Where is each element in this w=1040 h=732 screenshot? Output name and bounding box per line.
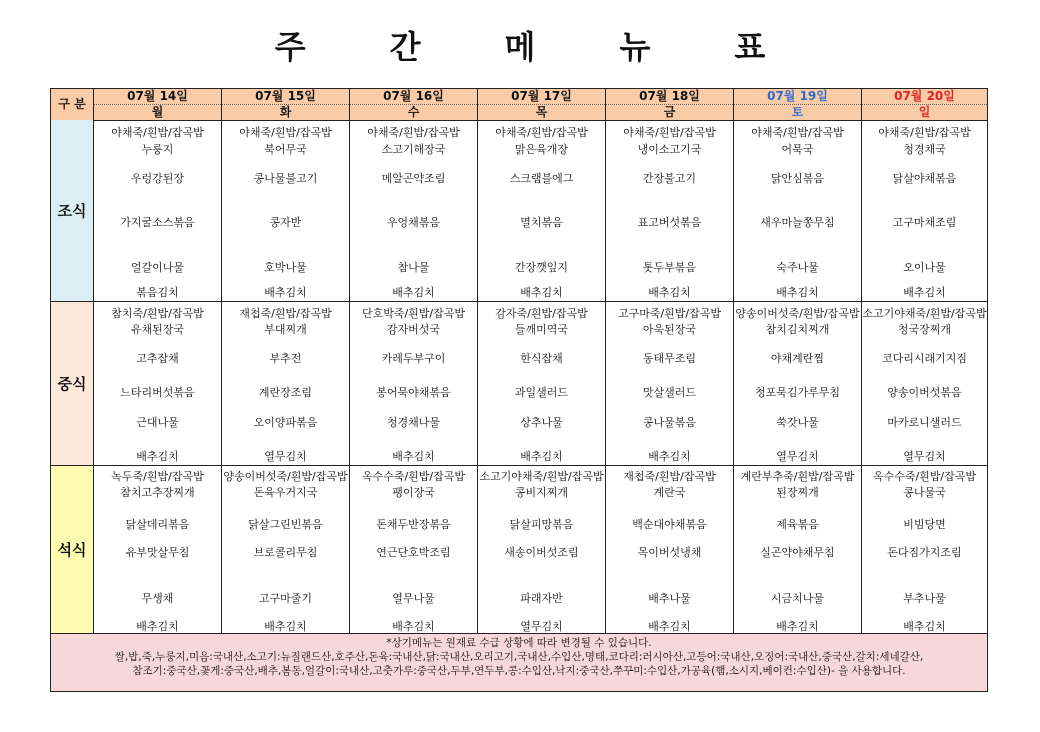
menu-item: 콩비지찌개	[514, 486, 569, 499]
menu-item: 닭살피망볶음	[509, 518, 574, 531]
menu-item: 닭살야채볶음	[892, 172, 957, 185]
menu-item: 스크램블에그	[509, 172, 574, 185]
day-weekday: 수	[407, 105, 420, 119]
day-header	[734, 89, 862, 120]
day-weekday: 토	[791, 105, 804, 119]
menu-item: 배추김치	[392, 620, 435, 633]
menu-item: 양송이버섯볶음	[887, 386, 962, 399]
menu-item: 돈육우거지국	[253, 486, 318, 499]
menu-cell	[222, 466, 350, 633]
menu-cell	[222, 120, 350, 301]
menu-item: 배추김치	[136, 620, 179, 633]
menu-cell	[350, 120, 478, 301]
menu-item: 호박나물	[264, 261, 307, 274]
menu-item: 배추김치	[776, 286, 819, 299]
menu-item: 유채된장국	[130, 323, 185, 336]
menu-item: 녹두죽/흰밥/잡곡밥	[111, 470, 204, 483]
menu-item: 야채죽/흰밥/잡곡밥	[751, 126, 844, 139]
menu-item: 시금치나물	[770, 592, 825, 605]
menu-item: 코다리시래기지짐	[881, 352, 967, 365]
title-char: 간	[389, 28, 421, 66]
menu-item: 야채죽/흰밥/잡곡밥	[239, 126, 332, 139]
menu-item: 오이양파볶음	[253, 416, 318, 429]
menu-item: 쑥갓나물	[776, 416, 819, 429]
menu-item: 얼갈이나물	[130, 261, 185, 274]
menu-cell	[734, 466, 862, 633]
menu-item: 콩나물국	[903, 486, 946, 499]
menu-item: 감자죽/흰밥/잡곡밥	[495, 307, 588, 320]
menu-item: 재첩죽/흰밥/잡곡밥	[623, 470, 716, 483]
menu-item: 파래자반	[520, 592, 563, 605]
day-header	[478, 89, 606, 120]
menu-item: 느타리버섯볶음	[120, 386, 195, 399]
menu-cell	[94, 302, 222, 465]
meal-section-lunch	[51, 302, 987, 466]
menu-item: 배추나물	[648, 592, 691, 605]
menu-item: 고구마채조림	[892, 216, 957, 229]
menu-item: 야채죽/흰밥/잡곡밥	[623, 126, 716, 139]
menu-item: 새송이버섯조림	[504, 546, 579, 559]
title-char: 표	[734, 28, 766, 66]
menu-cell	[606, 466, 734, 633]
menu-item: 목이버섯냉채	[637, 546, 702, 559]
menu-item: 계란부추죽/흰밥/잡곡밥	[740, 470, 855, 483]
day-weekday: 목	[535, 105, 548, 119]
meal-label: 조식	[51, 120, 94, 301]
notice-box	[51, 634, 987, 691]
menu-item: 톳두부볶음	[642, 261, 697, 274]
menu-item: 배추김치	[136, 450, 179, 463]
menu-item: 맑은육개장	[514, 143, 569, 156]
menu-cell	[606, 120, 734, 301]
menu-item: 고구마죽/흰밥/잡곡밥	[617, 307, 722, 320]
menu-item: 실곤약야채무침	[760, 546, 835, 559]
menu-cell	[478, 466, 606, 633]
day-date: 07월 15일	[222, 89, 349, 105]
menu-item: 감자버섯국	[386, 323, 441, 336]
meal-section-dinner	[51, 466, 987, 634]
menu-item: 과일샐러드	[514, 386, 569, 399]
menu-item: 간장불고기	[642, 172, 697, 185]
menu-item: 콩나물불고기	[253, 172, 318, 185]
menu-item: 오이나물	[903, 261, 946, 274]
title-char: 메	[504, 28, 536, 66]
day-header	[862, 89, 987, 120]
menu-item: 재첩죽/흰밥/잡곡밥	[239, 307, 332, 320]
menu-item: 메알곤약조림	[381, 172, 446, 185]
menu-item: 들깨미역국	[514, 323, 569, 336]
meal-label: 석식	[51, 466, 94, 633]
menu-item: 부대찌개	[264, 323, 307, 336]
menu-item: 야채죽/흰밥/잡곡밥	[111, 126, 204, 139]
menu-item: 고구마줄기	[258, 592, 313, 605]
menu-item: 북어무국	[264, 143, 307, 156]
day-date: 07월 16일	[350, 89, 477, 105]
menu-item: 열무김치	[264, 450, 307, 463]
menu-cell	[94, 120, 222, 301]
menu-item: 새우마늘쫑무침	[760, 216, 835, 229]
menu-cell	[222, 302, 350, 465]
menu-item: 맛살샐러드	[642, 386, 697, 399]
menu-item: 야채죽/흰밥/잡곡밥	[367, 126, 460, 139]
menu-item: 배추김치	[392, 450, 435, 463]
menu-item: 아욱된장국	[642, 323, 697, 336]
menu-item: 청포묵김가루무침	[754, 386, 840, 399]
notice-line: 참조기:중국산,꽃게:중국산,배추,봄동,얼갈이:국내산,고춧가루:중국산,두부,연두부,콩:수입산,낙지:중국산,쭈꾸미:수입산,가공육(햄,소시지,베이컨:수입산)- 을 사용합니다.	[132, 665, 906, 677]
menu-item: 배추김치	[648, 620, 691, 633]
menu-item: 연근단호박조림	[376, 546, 451, 559]
menu-item: 냉이소고기국	[637, 143, 702, 156]
menu-item: 배추김치	[520, 286, 563, 299]
menu-item: 배추김치	[264, 620, 307, 633]
menu-item: 배추김치	[903, 286, 946, 299]
day-header	[94, 89, 222, 120]
menu-item: 제육볶음	[776, 518, 819, 531]
menu-item: 청경채나물	[386, 416, 441, 429]
day-date: 07월 19일	[734, 89, 861, 105]
menu-item: 돈채두반장볶음	[376, 518, 451, 531]
menu-item: 소고기야채죽/흰밥/잡곡밥	[479, 470, 604, 483]
menu-cell	[478, 120, 606, 301]
menu-item: 참나물	[397, 261, 430, 274]
menu-item: 참치김치찌개	[765, 323, 830, 336]
gubun-label: 구 분	[51, 89, 94, 120]
menu-item: 옥수수죽/흰밥/잡곡밥	[361, 470, 466, 483]
menu-item: 청경채국	[903, 143, 946, 156]
menu-item: 한식잡채	[520, 352, 563, 365]
menu-item: 양송이버섯죽/흰밥/잡곡밥	[735, 307, 860, 320]
menu-item: 부추전	[269, 352, 302, 365]
menu-item: 야채계란찜	[770, 352, 825, 365]
menu-item: 참치죽/흰밥/잡곡밥	[111, 307, 204, 320]
menu-cell	[350, 466, 478, 633]
menu-item: 청국장찌개	[897, 323, 952, 336]
menu-item: 브로콜리무침	[253, 546, 318, 559]
menu-item: 누룽지	[141, 143, 174, 156]
menu-item: 배추김치	[392, 286, 435, 299]
menu-item: 우렁강된장	[130, 172, 185, 185]
day-weekday: 월	[151, 105, 164, 119]
menu-item: 간장깻잎지	[514, 261, 569, 274]
meal-section-breakfast	[51, 120, 987, 302]
menu-table	[50, 88, 988, 692]
day-date: 07월 18일	[606, 89, 733, 105]
day-date: 07월 14일	[94, 89, 221, 105]
menu-item: 참치고추장찌개	[120, 486, 195, 499]
page-title	[0, 22, 1040, 68]
menu-item: 부추나물	[903, 592, 946, 605]
menu-item: 돈다짐가지조림	[887, 546, 962, 559]
day-weekday: 금	[663, 105, 676, 119]
menu-cell	[350, 302, 478, 465]
title-char: 뉴	[619, 28, 651, 66]
menu-item: 숙주나물	[776, 261, 819, 274]
menu-item: 열무김치	[776, 450, 819, 463]
menu-item: 계란국	[653, 486, 686, 499]
menu-item: 고추잡채	[136, 352, 179, 365]
menu-item: 콩자반	[269, 216, 302, 229]
menu-item: 가지굴소스볶음	[120, 216, 195, 229]
day-weekday: 화	[279, 105, 292, 119]
menu-cell	[734, 302, 862, 465]
menu-item: 유부맛살무침	[125, 546, 190, 559]
menu-item: 닭살데리볶음	[125, 518, 190, 531]
menu-item: 열무김치	[903, 450, 946, 463]
notice-line: 쌀,밥,죽,누룽지,미음:국내산,소고기:뉴질랜드산,호주산,돈육:국내산,닭:국내산,오리고기,국내산,수입산,명태,코다리:러시아산,고등어:국내산,오징어:국내산,중국산,갈치:세네갈산,	[114, 651, 924, 663]
menu-item: 소고기해장국	[381, 143, 446, 156]
menu-item: 된장찌개	[776, 486, 819, 499]
menu-item: 백순대야채볶음	[632, 518, 707, 531]
menu-item: 카레두부구이	[381, 352, 446, 365]
menu-item: 어묵국	[781, 143, 814, 156]
menu-cell	[606, 302, 734, 465]
menu-item: 야채죽/흰밥/잡곡밥	[495, 126, 588, 139]
day-header	[606, 89, 734, 120]
day-header	[350, 89, 478, 120]
menu-item: 동태무조림	[642, 352, 697, 365]
menu-item: 양송이버섯죽/흰밥/잡곡밥	[223, 470, 348, 483]
menu-item: 볶음김치	[136, 286, 179, 299]
menu-item: 팽이장국	[392, 486, 435, 499]
title-char: 주	[274, 28, 306, 66]
menu-item: 상추나물	[520, 416, 563, 429]
menu-item: 표고버섯볶음	[637, 216, 702, 229]
meal-label: 중식	[51, 302, 94, 465]
menu-item: 마카로니샐러드	[887, 416, 962, 429]
menu-item: 비빔당면	[903, 518, 946, 531]
menu-item: 무생채	[141, 592, 174, 605]
day-date: 07월 17일	[478, 89, 605, 105]
menu-cell	[862, 120, 987, 301]
menu-item: 우엉채볶음	[386, 216, 441, 229]
menu-item: 배추김치	[648, 286, 691, 299]
notice-line: *상기메뉴는 원재료 수급 상황에 따라 변경될 수 있습니다.	[386, 637, 652, 649]
menu-item: 봉어묵야채볶음	[376, 386, 451, 399]
menu-item: 배추김치	[520, 450, 563, 463]
menu-item: 배추김치	[648, 450, 691, 463]
menu-cell	[478, 302, 606, 465]
menu-item: 단호박죽/흰밥/잡곡밥	[361, 307, 466, 320]
menu-cell	[734, 120, 862, 301]
menu-item: 옥수수죽/흰밥/잡곡밥	[872, 470, 977, 483]
day-date: 07월 20일	[862, 89, 987, 105]
menu-item: 야채죽/흰밥/잡곡밥	[878, 126, 971, 139]
menu-item: 배추김치	[776, 620, 819, 633]
menu-cell	[862, 302, 987, 465]
day-header	[222, 89, 350, 120]
menu-cell	[94, 466, 222, 633]
menu-item: 소고기야채죽/흰밥/잡곡밥	[862, 307, 987, 320]
menu-item: 열무나물	[392, 592, 435, 605]
day-weekday: 일	[918, 105, 931, 119]
menu-item: 배추김치	[264, 286, 307, 299]
menu-cell	[862, 466, 987, 633]
menu-item: 닭살그린빈볶음	[248, 518, 323, 531]
table-header	[51, 89, 987, 121]
menu-item: 근대나물	[136, 416, 179, 429]
menu-item: 콩나물볶음	[642, 416, 697, 429]
menu-item: 멸치볶음	[520, 216, 563, 229]
menu-item: 닭안심볶음	[770, 172, 825, 185]
menu-item: 계란장조림	[258, 386, 313, 399]
menu-item: 배추김치	[903, 620, 946, 633]
menu-item: 열무김치	[520, 620, 563, 633]
